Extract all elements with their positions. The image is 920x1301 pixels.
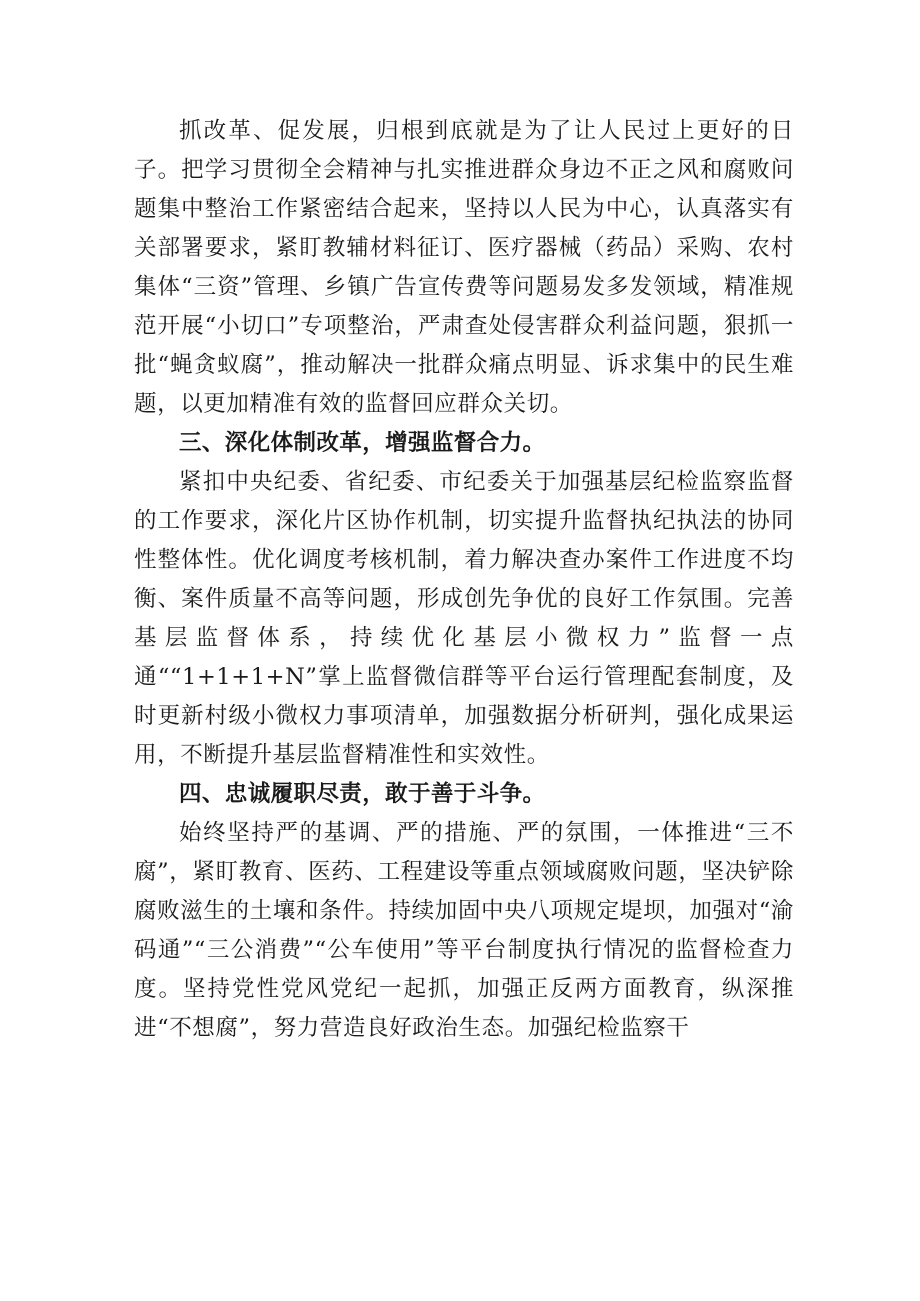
paragraph-reform-development: 抓改革、促发展，归根到底就是为了让人民过上更好的日子。把学习贯彻全会精神与扎实推进群众身边不正之风和腐败问题集中整治工作紧密结合起来，坚持以人民为中心，认真落实有关部署要求，紧盯教辅材料征订、医疗器械（药品）采购、农村集体“三资”管理、乡镇广告宣传费等问题易发多发领域，精准规范开展“小切口”专项整治，严肃查处侵害群众利益问题，狠抓一批“蝇贪蚁腐”，推动解决一批群众痛点明显、诉求集中的民生难题，以更加精准有效的监督回应群众关切。 <box>134 118 794 417</box>
paragraph-system-reform: 紧扣中央纪委、省纪委、市纪委关于加强基层纪检监察监督的工作要求，深化片区协作机制，切实提升监督执纪执法的协同性整体性。优化调度考核机制，着力解决查办案件工作进度不均衡、案件质量不高等问题，形成创先争优的良好工作氛围。完善基层监督体系，持续优化基层小微权力”监督一点通““1+1+1+N”掌上监督微信群等平台运行管理配套制度，及时更新村级小微权力事项清单，加强数据分析研判，强化成果运用，不断提升基层监督精准性和实效性。 <box>134 469 794 768</box>
document-body <box>134 112 794 1048</box>
section-heading-four: 四、忠诚履职尽责，敢于善于斗争。 <box>179 781 546 807</box>
paragraph-loyal-duty: 始终坚持严的基调、严的措施、严的氛围，一体推进“三不腐”，紧盯教育、医药、工程建设等重点领域腐败问题，坚决铲除腐败滋生的土壤和条件。持续加固中央八项规定堤坝，加强对“渝码通”“三公消费”“公车使用”等平台制度执行情况的监督检查力度。坚持党性党风党纪一起抓，加强正反两方面教育，纵深推进“不想腐”，努力营造良好政治生态。加强纪检监察干 <box>134 820 794 1041</box>
section-heading-three: 三、深化体制改革，增强监督合力。 <box>179 430 546 456</box>
